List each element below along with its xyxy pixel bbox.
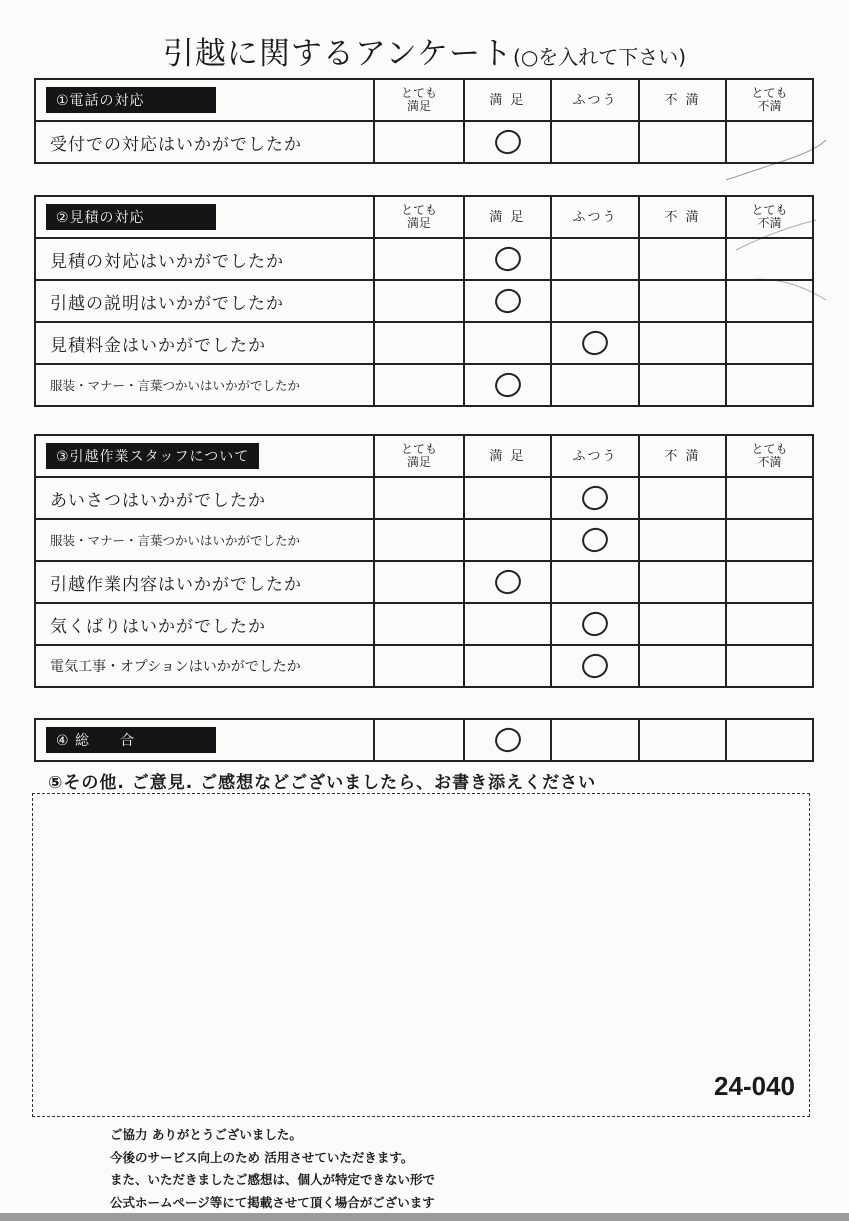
thanks-line: 今後のサービス向上のため 活用させていただきます。 <box>110 1149 414 1165</box>
section-header-cell <box>35 719 374 761</box>
rating-cell[interactable] <box>551 121 639 163</box>
rating-cell[interactable] <box>726 364 813 406</box>
rating-cell[interactable] <box>551 238 639 280</box>
rating-cell[interactable] <box>464 519 551 561</box>
table-row <box>35 121 813 163</box>
header-neutral: ふつう <box>551 196 639 238</box>
table-row <box>35 603 813 645</box>
header-very-dissatisfied: とても 不満 <box>726 435 813 477</box>
rating-cell[interactable] <box>639 238 726 280</box>
rating-cell[interactable] <box>374 603 464 645</box>
rating-cell[interactable] <box>639 603 726 645</box>
rating-cell[interactable] <box>374 322 464 364</box>
serial-number: 24-040 <box>714 1071 795 1101</box>
header-very-satisfied: とても 満足 <box>374 79 464 121</box>
rating-cell[interactable] <box>726 477 813 519</box>
question-label: 電気工事・オプションはいかがでしたか <box>35 645 374 687</box>
circle-mark-icon <box>491 127 523 158</box>
thanks-message <box>110 1124 435 1214</box>
header-dissatisfied: 不 満 <box>639 435 726 477</box>
other-comments-label: ⑤その他. ご意見. ご感想などございましたら、お書き添えください <box>48 773 597 793</box>
question-label: 引越の説明はいかがでしたか <box>35 280 374 322</box>
header-satisfied: 満 足 <box>464 435 551 477</box>
header-very-satisfied: とても 満足 <box>374 196 464 238</box>
question-label: 見積料金はいかがでしたか <box>35 322 374 364</box>
question-label: 服装・マナー・言葉つかいはいかがでしたか <box>35 364 374 406</box>
question-label: あいさつはいかがでしたか <box>35 477 374 519</box>
question-label: 引越作業内容はいかがでしたか <box>35 561 374 603</box>
rating-cell[interactable] <box>374 238 464 280</box>
section-overall-table <box>34 718 814 762</box>
question-label: 気くばりはいかがでしたか <box>35 603 374 645</box>
title-note: (○を入れて下さい) <box>513 45 687 69</box>
section-label: ①電話の対応 <box>46 87 216 113</box>
rating-cell[interactable] <box>374 719 464 761</box>
circle-mark-icon <box>491 286 523 317</box>
rating-cell[interactable] <box>551 322 639 364</box>
rating-cell[interactable] <box>464 477 551 519</box>
table-row <box>35 719 813 761</box>
circle-mark-icon <box>491 370 523 401</box>
circle-mark-icon <box>491 567 523 598</box>
table-row <box>35 364 813 406</box>
rating-cell[interactable] <box>551 645 639 687</box>
table-row <box>35 280 813 322</box>
rating-cell[interactable] <box>726 322 813 364</box>
header-neutral: ふつう <box>551 435 639 477</box>
circle-mark-icon <box>491 244 523 275</box>
scan-bottom-edge <box>0 1213 849 1221</box>
section-label: ③引越作業スタッフについて <box>46 443 259 469</box>
circle-mark-icon <box>579 328 611 359</box>
rating-cell[interactable] <box>374 121 464 163</box>
circle-mark-icon <box>491 725 523 756</box>
rating-cell[interactable] <box>726 519 813 561</box>
header-neutral: ふつう <box>551 79 639 121</box>
rating-cell[interactable] <box>639 322 726 364</box>
rating-cell[interactable] <box>639 719 726 761</box>
section-header-cell <box>35 79 374 121</box>
rating-cell[interactable] <box>639 645 726 687</box>
rating-cell[interactable] <box>551 561 639 603</box>
rating-cell[interactable] <box>374 645 464 687</box>
rating-cell[interactable] <box>374 364 464 406</box>
header-very-satisfied: とても 満足 <box>374 435 464 477</box>
circle-mark-icon <box>579 483 611 514</box>
table-row <box>35 477 813 519</box>
rating-cell[interactable] <box>464 280 551 322</box>
rating-cell[interactable] <box>464 719 551 761</box>
section-staff-table <box>34 434 814 688</box>
rating-cell[interactable] <box>551 477 639 519</box>
thanks-line: ご協力 ありがとうございました。 <box>110 1127 302 1142</box>
table-row <box>35 238 813 280</box>
section-header-cell <box>35 435 374 477</box>
rating-cell[interactable] <box>726 645 813 687</box>
header-very-dissatisfied: とても 不満 <box>726 196 813 238</box>
table-row <box>35 519 813 561</box>
rating-cell[interactable] <box>639 477 726 519</box>
table-row <box>35 645 813 687</box>
rating-cell[interactable] <box>551 603 639 645</box>
rating-cell[interactable] <box>551 280 639 322</box>
thanks-line: また、いただきましたご感想は、個人が特定できない形で <box>110 1172 436 1187</box>
comment-box[interactable] <box>32 793 810 1117</box>
rating-cell[interactable] <box>374 280 464 322</box>
header-dissatisfied: 不 満 <box>639 196 726 238</box>
header-satisfied: 満 足 <box>464 196 551 238</box>
title-main: 引越に関するアンケート <box>162 36 514 72</box>
rating-cell[interactable] <box>639 121 726 163</box>
rating-cell[interactable] <box>551 364 639 406</box>
rating-cell[interactable] <box>374 561 464 603</box>
rating-cell[interactable] <box>639 280 726 322</box>
rating-cell[interactable] <box>374 477 464 519</box>
table-row <box>35 322 813 364</box>
rating-cell[interactable] <box>639 561 726 603</box>
rating-cell[interactable] <box>726 238 813 280</box>
section-header-cell <box>35 196 374 238</box>
rating-cell[interactable] <box>464 322 551 364</box>
header-dissatisfied: 不 満 <box>639 79 726 121</box>
section-label: ②見積の対応 <box>46 204 216 230</box>
question-label: 服装・マナー・言葉つかいはいかがでしたか <box>35 519 374 561</box>
question-label: 受付での対応はいかがでしたか <box>35 121 374 163</box>
question-label: 見積の対応はいかがでしたか <box>35 238 374 280</box>
rating-cell[interactable] <box>726 121 813 163</box>
section-phone-table <box>34 78 814 164</box>
rating-cell[interactable] <box>551 519 639 561</box>
header-very-dissatisfied: とても 不満 <box>726 79 813 121</box>
rating-cell[interactable] <box>726 719 813 761</box>
rating-cell[interactable] <box>464 364 551 406</box>
circle-mark-icon <box>579 651 611 682</box>
table-row <box>35 561 813 603</box>
section-estimate-table <box>34 195 814 407</box>
rating-cell[interactable] <box>639 519 726 561</box>
rating-cell[interactable] <box>464 645 551 687</box>
circle-mark-icon <box>579 609 611 640</box>
rating-cell[interactable] <box>464 603 551 645</box>
thanks-line: 公式ホームページ等にて掲載させて頂く場合がございます <box>110 1194 435 1210</box>
rating-cell[interactable] <box>464 561 551 603</box>
rating-cell[interactable] <box>726 603 813 645</box>
rating-cell[interactable] <box>639 364 726 406</box>
rating-cell[interactable] <box>726 561 813 603</box>
rating-cell[interactable] <box>374 519 464 561</box>
rating-cell[interactable] <box>464 121 551 163</box>
rating-cell[interactable] <box>551 719 639 761</box>
rating-cell[interactable] <box>464 238 551 280</box>
header-satisfied: 満 足 <box>464 79 551 121</box>
rating-cell[interactable] <box>726 280 813 322</box>
section-label: ④ 総 合 <box>46 727 216 753</box>
circle-mark-icon <box>579 525 611 556</box>
